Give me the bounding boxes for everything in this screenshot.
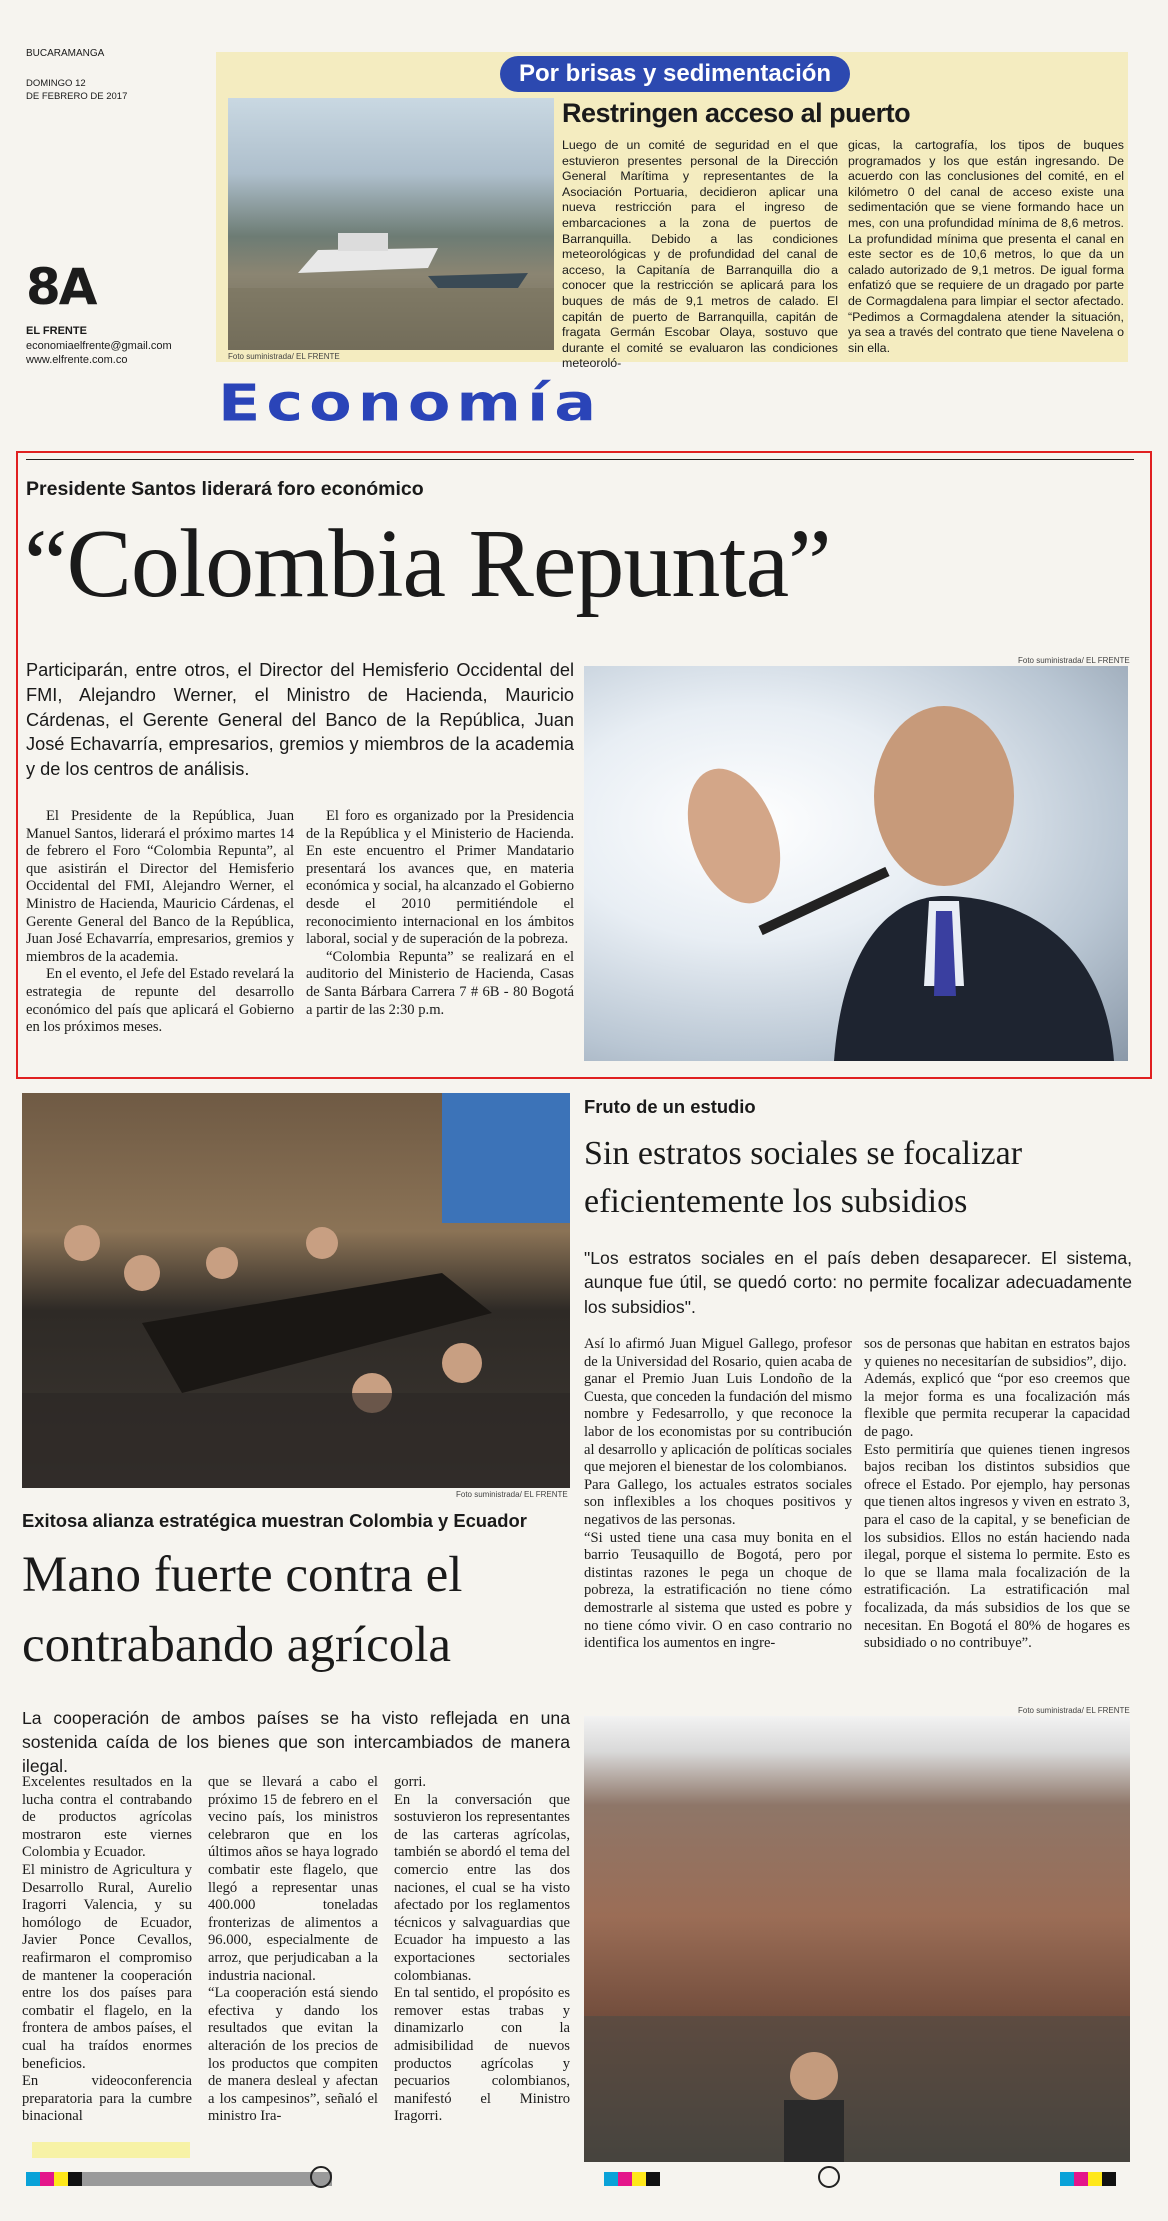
city-photo [584,1716,1130,2162]
gray-strip [82,2172,332,2186]
lead-col-1 [26,808,294,1037]
black-swatch-2 [646,2172,660,2186]
lead-headline: “Colombia Repunta” [24,510,831,618]
email[interactable]: economiaelfrente@gmail.com [26,340,172,352]
teaser-col-2: gicas, la cartografía, los tipos de buques programados y los que están ingresando. De acuerdo con las conclusiones del comité, en el kilómetro 0 del canal de acceso existe una sedimentación que se viene formando hace un mes, con una profundidad mínima de 8,6 metros. La profundidad mínima que presenta el canal en este sector es de 10,6 metros, lo que da un calado autorizado de 9,1 metros. De igual forma enfatizó que se requiere de un dragado por parte de Cormagdalena para limpiar el sector afectado. “Pedimos a Cormagdalena atender la situación, ya sea a través del contrato que tiene Navelena o sin ella. [848,138,1124,355]
teaser-col-1: Luego de un comité de seguridad en el que estuvieron presentes personal de la Dirección General Marítima y representantes de la Asociación Portuaria, decidieron aplicar una nueva restricción para el ingreso de embarcaciones a la zona de puertos de Barranquilla. Debido a las condiciones meteorológicas y de profundidad del canal de acceso, la Capitanía de Barranquilla dio a conocer que la restricción se aplicará para los buques de más de 9,1 metros de calado. El capitán de puerto de Barranquilla, capitán de fragata Germán Escobar Olaya, sostuvo que durante el comité se evaluaron las condiciones meteoroló- [562,138,838,371]
speaker-figure-icon [584,666,1128,1061]
yellow-swatch [54,2172,68,2186]
date: DE FEBRERO DE 2017 [26,91,128,102]
teaser-title: Restringen acceso al puerto [562,98,911,128]
left-col-1: Excelentes resultados en la lucha contra el contrabando de productos agrícolas mostraron este viernes Colombia y Ecuador. El ministro de Agricultura y Desarrollo Rural, Aurelio Iragorri Valencia, y su homólogo de Ecuador, Javier Ponce Cevallos, reafirmaron el compromiso de mantener la cooperación entre los dos países para combatir el flagelo, en la frontera de ambos países, el cual ha traídos enormes beneficios. En videoconferencia preparatoria para la cumbre binacional [22,1774,192,2125]
magenta-swatch-2 [618,2172,632,2186]
meeting-room-icon [22,1093,570,1488]
boat-icon [228,98,554,350]
registration-bar-right [1060,2172,1130,2186]
right-col-2: sos de personas que habitan en estratos bajos y quienes no necesitarían de subsidios”, dijo. Además, explicó que “por eso creemos que la mejor forma es una focalización más flexible que permita recuperar la capacidad de pago. Esto permitiría que quienes tienen ingresos bajos reciban los distintos subsidios que ofrece el Estado. Por ejemplo, hay personas que tienen altos ingresos y viven en estrato 3, para el caso de la capital, y se benefician de los subsidios. Ellos no están haciendo nada ilegal, porque el sistema lo permite. Esto es lo que se llama mala focalización de la estratificación. La estratificación mal focalizada, da más subsidios de los que se necesitan. En Bogotá el 80% de hogares es subsidiado o no contribuye”. [864,1336,1130,1652]
lead-kicker: Presidente Santos liderará foro económico [26,478,424,500]
cyan-swatch-2 [604,2172,618,2186]
yellow-swatch-2 [632,2172,646,2186]
paper-name: EL FRENTE [26,325,87,337]
left-kicker: Exitosa alianza estratégica muestran Colombia y Ecuador [22,1510,527,1531]
left-col-3: gorri. En la conversación que sostuvieron los representantes de las carteras agrícolas, también se abordó el tema del comercio entre las dos naciones, el cual se ha visto afectado por los reglamentos técnicos y salvaguardias que Ecuador ha impuesto a las exportaciones sectoriales colombianas. En tal sentido, el propósito es remover estas trabas y dinamizarlo con la admisibilidad de nuevos productos agrícolas y pecuarios colombianos, manifestó el Ministro Iragorri. [394,1774,570,2125]
lead-col-1-para-1: El Presidente de la República, Juan Manuel Santos, liderará el próximo martes 14 de febrero el Foro “Colombia Repunta”, al que asistirán el Director del Hemisferio Occidental del FMI, Alejandro Werner, el Ministro de Hacienda, Mauricio Cárdenas, el Gerente General del Banco de la República, Juan José Echavarría, empresarios, gremios y miembros de la academia. [26,808,294,965]
port-photo [228,98,554,350]
lead-photo-credit: Foto suministrada/ EL FRENTE [1018,656,1130,665]
page-number: 8A [26,258,96,316]
day: DOMINGO 12 [26,78,86,89]
left-col-2: que se llevará a cabo el próximo 15 de febrero en el vecino país, los ministros celebraron que en los últimos años se haya logrado combatir este flagelo, que llegó a representar unas 400.000 toneladas fronterizas de alimentos a 96.000, especialmente de arroz, que perjudicaban a la industria nacional. “La cooperación está siendo efectiva y dando los resultados que evitan la alteración de los precios de los productos que compiten de manera desleal y afectan a los campesinos”, señaló el ministro Ira- [208,1774,378,2125]
crosshair-icon [310,2166,332,2188]
lead-col-2-para-1: El foro es organizado por la Presidencia de la República y el Ministerio de Hacienda. En este encuentro el Primer Mandatario presentará los avances que, en materia económica y social, ha alcanzado el Gobierno desde el 2010 permitiéndole el reconocimiento internacional en los ámbitos laboral, social y de superación de la pobreza. [306,808,574,948]
yellow-swatch-3 [1088,2172,1102,2186]
city: BUCARAMANGA [26,48,105,59]
lead-col-2-para-2: “Colombia Repunta” se realizará en el auditorio del Ministerio de Hacienda, Casas de Santa Bárbara Carrera 7 # 6B - 80 Bogotá a partir de las 2:30 p.m. [306,948,574,1018]
teaser-kicker: Por brisas y sedimentación [500,56,850,92]
cyan-swatch-3 [1060,2172,1074,2186]
city-photo-credit: Foto suministrada/ EL FRENTE [1018,1706,1130,1715]
registration-bar [26,2172,1130,2186]
teaser-photo-credit: Foto suministrada/ EL FRENTE [228,352,340,361]
highlight-mark [32,2142,190,2158]
lead-col-1-para-2: En el evento, el Jefe del Estado revelará la estrategia de repunte del desarrollo económico del país que aplicará el Gobierno en los próximos meses. [26,966,294,1036]
black-swatch [68,2172,82,2186]
cyan-swatch [26,2172,40,2186]
right-kicker: Fruto de un estudio [584,1096,756,1117]
lead-col-2 [306,808,574,1019]
magenta-swatch [40,2172,54,2186]
meeting-photo [22,1093,570,1488]
right-headline: Sin estratos sociales se focalizar eficientemente los subsidios [584,1135,1023,1220]
black-swatch-3 [1102,2172,1116,2186]
right-summary: "Los estratos sociales en el país deben desaparecer. El sistema, aunque fue útil, se quedó corto: no permite focalizar adecuadamente los subsidios". [584,1248,1132,1317]
left-headline: Mano fuerte contra el contrabando agrícola [22,1547,463,1673]
lead-summary: Participarán, entre otros, el Director del Hemisferio Occidental del FMI, Alejandro Werner, el Ministro de Hacienda, Mauricio Cárdenas, el Gerente General del Banco de la República, Juan José Echavarría, empresarios, gremios y miembros de la academia y de los centros de análisis. [26,660,574,780]
magenta-swatch-3 [1074,2172,1088,2186]
lead-rule [26,459,1134,460]
left-summary: La cooperación de ambos países se ha visto reflejada en una sostenida caída de los bienes que son intercambiados de manera ilegal. [22,1708,570,1776]
registration-bar-mid [604,2172,804,2186]
hillside-houses-icon [584,1716,1130,2162]
section-title: Economía [218,373,603,434]
meeting-photo-credit: Foto suministrada/ EL FRENTE [456,1490,568,1499]
website[interactable]: www.elfrente.com.co [26,354,128,366]
crosshair-icon-right [818,2166,840,2188]
santos-photo [584,666,1128,1061]
right-col-1: Así lo afirmó Juan Miguel Gallego, profesor de la Universidad del Rosario, quien acaba de ganar el Premio Juan Luis Londoño de la Cuesta, que conceden la fundación del mismo nombre y Fedesarrollo, y que reconoce la labor de los economistas por su contribución al desarrollo y aplicación de políticas sociales que mejoren el bienestar de los colombianos. Para Gallego, los actuales estratos sociales son inflexibles a los choques positivos y negativos de las personas. “Si usted tiene una casa muy bonita en el barrio Teusaquillo de Bogotá, pero por distintas razones le pega un choque de pobreza, la estratificación no tiene cómo demostrarle al sistema que usted es pobre y no tiene cómo vivir. O en caso contrario no identifica los aumentos en ingre- [584,1336,852,1652]
